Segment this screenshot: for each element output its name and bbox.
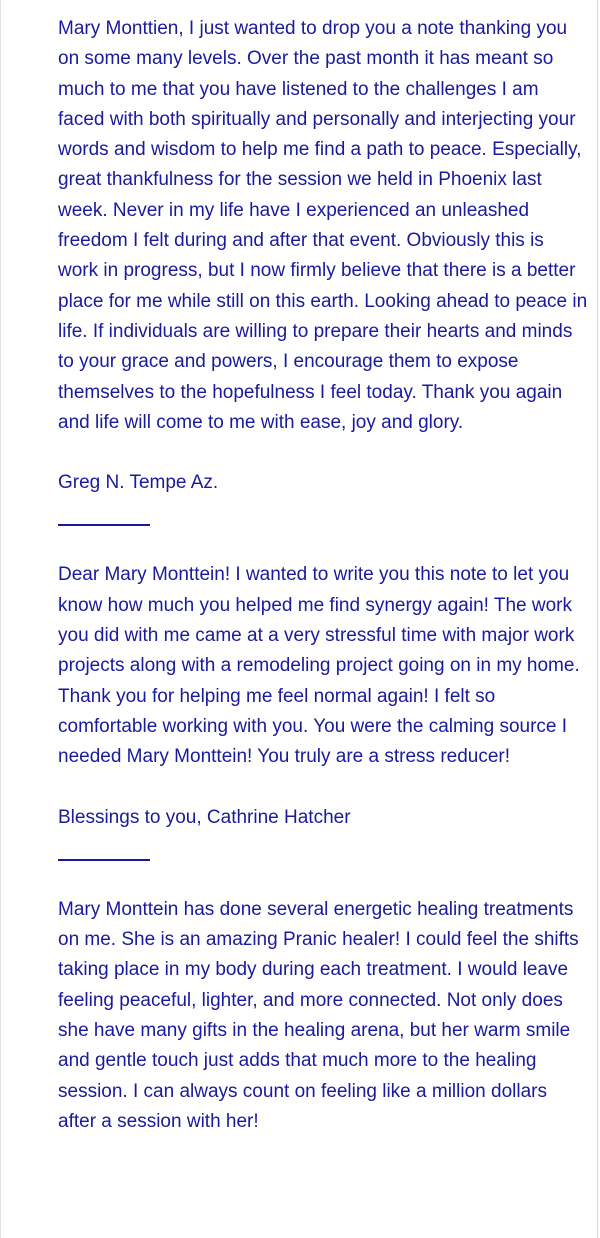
- testimonials-content: [58, 14, 588, 1137]
- testimonial-1-body: Mary Monttien, I just wanted to drop you a note thanking you on some many levels. Over the past month it has meant so much to me that you have listened to the challenges I am faced with both spiritually and personally and interjecting your words and wisdom to help me find a path to peace. Especially, great thankfulness for the session we held in Phoenix last week. Never in my life have I experienced an unleashed freedom I felt during and after that event. Obviously this is work in progress, but I now firmly believe that there is a better place for me while still on this earth. Looking ahead to peace in life. If individuals are willing to prepare their hearts and minds to your grace and powers, I encourage them to expose themselves to the hopefulness I feel today. Thank you again and life will come to me with ease, joy and glory.: [58, 18, 588, 433]
- testimonial-2-body: Dear Mary Monttein! I wanted to write you this note to let you know how much you helped me find synergy again! The work you did with me came at a very stressful time with major work projects along with a remodeling project going on in my home. Thank you for helping me feel normal again! I felt so comfortable working with you. You were the calming source I needed Mary Monttein! You truly are a stress reducer!: [58, 564, 580, 768]
- testimonial-3-body: Mary Monttein has done several energetic healing treatments on me. She is an amazing Pranic healer! I could feel the shifts taking place in my body during each treatment. I would leave feeling peaceful, lighter, and more connected. Not only does she have many gifts in the healing arena, but her warm smile and gentle touch just adds that much more to the healing session. I can always count on feeling like a million dollars after a session with her!: [58, 898, 579, 1132]
- testimonial-1-signature: Greg N. Tempe Az.: [58, 472, 219, 494]
- testimonial-2-signature: Blessings to you, Cathrine Hatcher: [58, 806, 351, 828]
